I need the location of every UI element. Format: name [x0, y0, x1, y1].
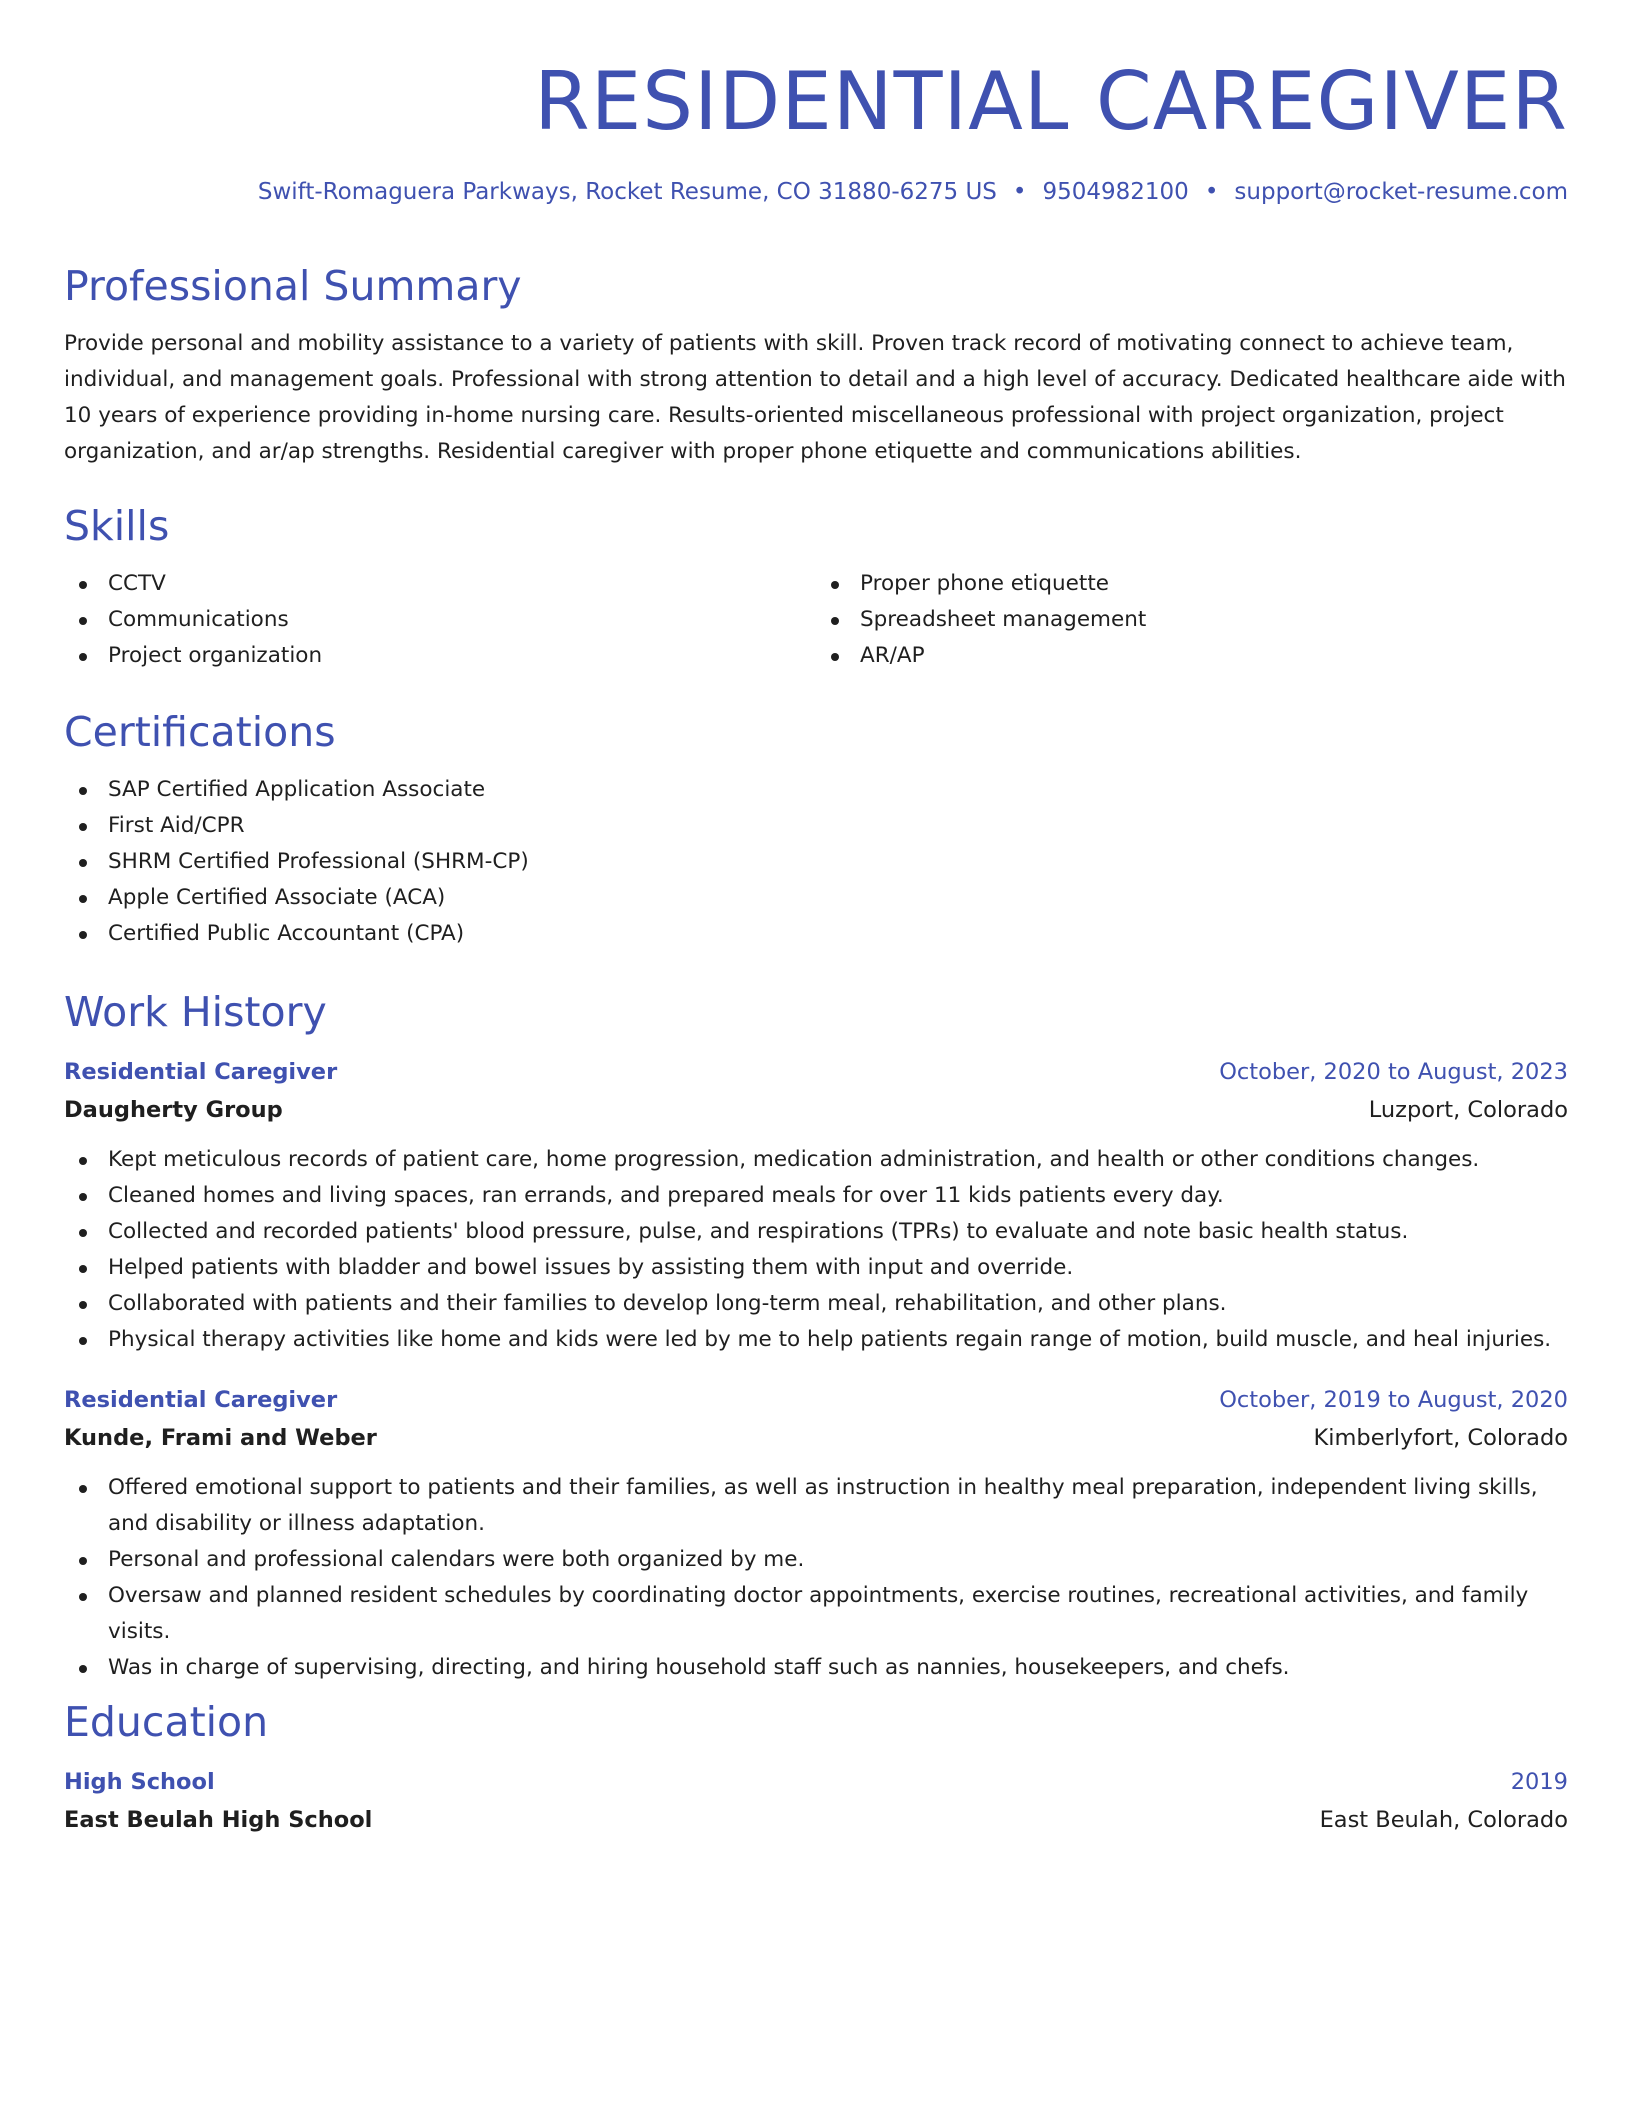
job-bullet: Offered emotional support to patients and their families, as well as instruction in healthy meal preparation, independent living skills, and disability or illness adaptation.	[64, 1470, 1568, 1542]
job-bullets	[64, 1142, 1568, 1358]
education-heading: Education	[64, 1698, 269, 1746]
job-bullet: Was in charge of supervising, directing, and hiring household staff such as nannies, housekeepers, and chefs.	[64, 1650, 1568, 1686]
job-bullet: Physical therapy activities like home and kids were led by me to help patients regain range of motion, build muscle, and heal injuries.	[64, 1322, 1568, 1358]
job-location: Luzport, Colorado	[1368, 1097, 1568, 1123]
job-bullet: Collaborated with patients and their families to develop long-term meal, rehabilitation, and other plans.	[64, 1286, 1568, 1322]
job-company: Daugherty Group	[64, 1097, 283, 1123]
work-history-section	[64, 986, 1568, 1686]
job-bullet: Helped patients with bladder and bowel issues by assisting them with input and override.	[64, 1250, 1568, 1286]
job-title: Residential Caregiver	[64, 1059, 338, 1085]
skills-column-left	[64, 566, 816, 674]
education-degree: High School	[64, 1769, 215, 1795]
job-entry	[64, 1054, 1568, 1358]
certifications-section	[64, 706, 1568, 952]
certification-item: SHRM Certified Professional (SHRM-CP)	[64, 844, 1568, 880]
job-bullet: Cleaned homes and living spaces, ran errands, and prepared meals for over 11 kids patients every day.	[64, 1178, 1568, 1214]
job-title: Residential Caregiver	[64, 1387, 338, 1413]
job-dates: October, 2020 to August, 2023	[1219, 1059, 1568, 1085]
certification-item: Certified Public Accountant (CPA)	[64, 916, 1568, 952]
education-header	[64, 1764, 1568, 1800]
certifications-list	[64, 772, 1568, 952]
job-subheader	[64, 1418, 1568, 1458]
skills-grid	[64, 566, 1568, 674]
certification-item: Apple Certified Associate (ACA)	[64, 880, 1568, 916]
contact-separator: •	[1204, 179, 1219, 205]
job-company: Kunde, Frami and Weber	[64, 1425, 377, 1451]
work-history-heading: Work History	[64, 988, 327, 1036]
contact-phone: 9504982100	[1042, 179, 1189, 205]
skill-item: Spreadsheet management	[816, 602, 1568, 638]
education-section	[64, 1696, 1568, 1840]
education-school: East Beulah High School	[64, 1807, 373, 1833]
certification-item: SAP Certified Application Associate	[64, 772, 1568, 808]
job-subheader	[64, 1090, 1568, 1130]
contact-separator: •	[1012, 179, 1027, 205]
job-bullet: Oversaw and planned resident schedules by coordinating doctor appointments, exercise routines, recreational activities, and family visits.	[64, 1578, 1568, 1650]
skill-item: CCTV	[64, 566, 816, 602]
skills-heading: Skills	[64, 502, 170, 550]
skill-item: Proper phone etiquette	[816, 566, 1568, 602]
resume-title: RESIDENTIAL CAREGIVER	[534, 55, 1568, 148]
summary-heading: Professional Summary	[64, 262, 522, 310]
summary-section	[64, 260, 1568, 470]
certifications-heading: Certifications	[64, 708, 336, 756]
skill-item: AR/AP	[816, 638, 1568, 674]
job-location: Kimberlyfort, Colorado	[1313, 1425, 1568, 1451]
skills-column-right	[816, 566, 1568, 674]
job-header	[64, 1054, 1568, 1090]
job-bullet: Personal and professional calendars were both organized by me.	[64, 1542, 1568, 1578]
certification-item: First Aid/CPR	[64, 808, 1568, 844]
education-year: 2019	[1510, 1769, 1568, 1795]
job-entry	[64, 1382, 1568, 1686]
education-location: East Beulah, Colorado	[1319, 1807, 1568, 1833]
education-subheader	[64, 1800, 1568, 1840]
education-entry	[64, 1764, 1568, 1840]
skills-section	[64, 500, 1568, 674]
skill-item: Communications	[64, 602, 816, 638]
skill-item: Project organization	[64, 638, 816, 674]
contact-email[interactable]: support@rocket-resume.com	[1234, 179, 1568, 205]
summary-text: Provide personal and mobility assistance to a variety of patients with skill. Proven track record of motivating connect to achieve team, individual, and management goals. Professional with strong attention to detail and a high level of accuracy. Dedicated healthcare aide with 10 years of experience providing in-home nursing care. Results-oriented miscellaneous professional with project organization, project organization, and ar/ap strengths. Residential caregiver with proper phone etiquette and communications abilities.	[64, 331, 1566, 464]
contact-address: Swift-Romaguera Parkways, Rocket Resume, CO 31880-6275 US	[257, 179, 997, 205]
job-bullet: Collected and recorded patients' blood pressure, pulse, and respirations (TPRs) to evaluate and note basic health status.	[64, 1214, 1568, 1250]
job-header	[64, 1382, 1568, 1418]
job-bullets	[64, 1470, 1568, 1686]
contact-line	[258, 176, 1568, 208]
job-dates: October, 2019 to August, 2020	[1219, 1387, 1568, 1413]
job-bullet: Kept meticulous records of patient care, home progression, medication administration, and health or other conditions changes.	[64, 1142, 1568, 1178]
